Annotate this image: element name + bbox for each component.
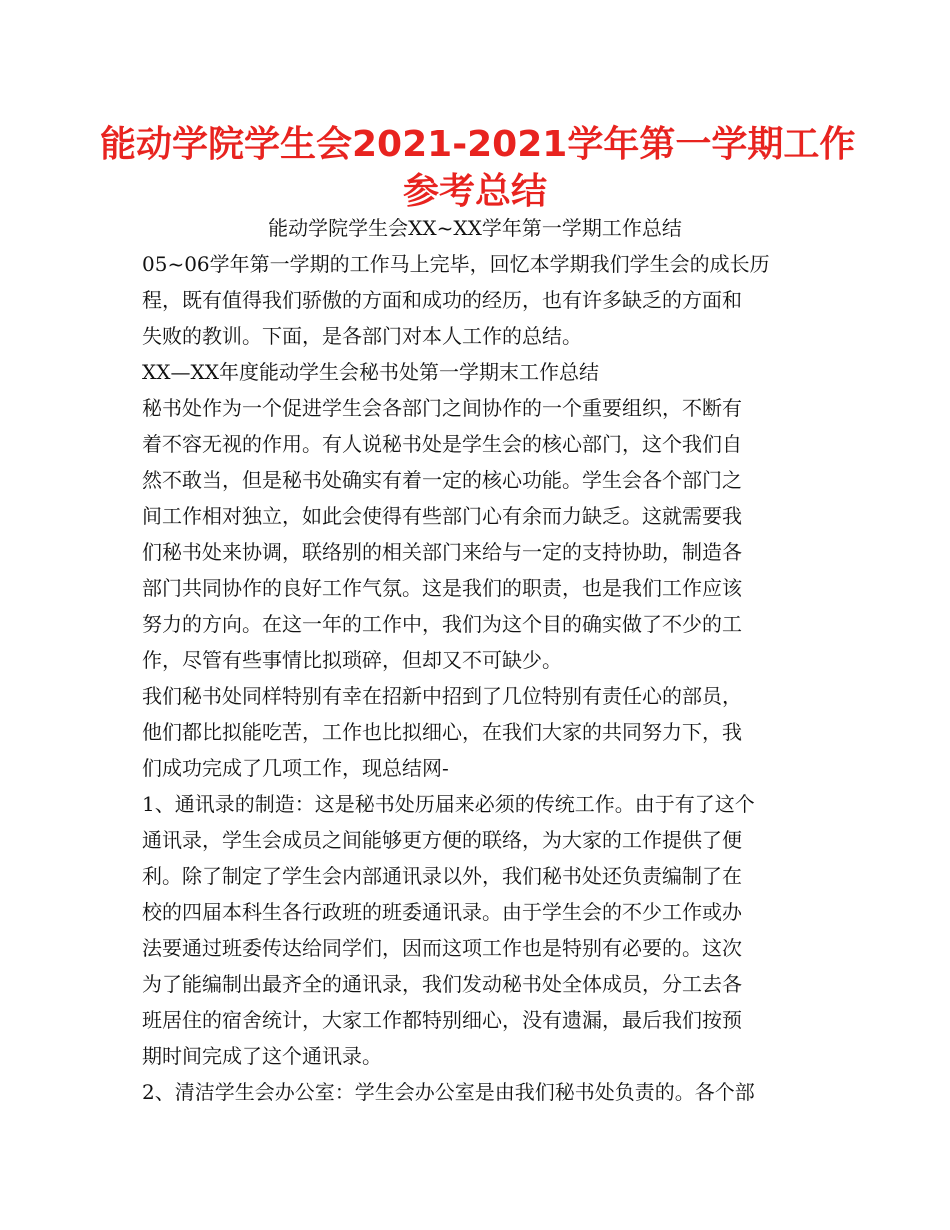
body-line: 失败的教训。下面，是各部门对本人工作的总结。 (142, 324, 582, 348)
body-line: 们成功完成了几项工作，现总结网- (142, 756, 449, 780)
body-line: 通讯录，学生会成员之间能够更方便的联络，为大家的工作提供了便 (142, 828, 742, 852)
document-subtitle: 能动学院学生会XX~XX学年第一学期工作总结 (268, 216, 682, 240)
body-line: 法要通过班委传达给同学们，因而这项工作也是特别有必要的。这次 (142, 936, 742, 960)
body-line: 部门共同协作的良好工作气氛。这是我们的职责，也是我们工作应该 (142, 576, 742, 600)
body-line: 着不容无视的作用。有人说秘书处是学生会的核心部门，这个我们自 (142, 432, 742, 456)
body-line: 为了能编制出最齐全的通讯录，我们发动秘书处全体成员，分工去各 (142, 972, 742, 996)
body-line: 2、清洁学生会办公室：学生会办公室是由我们秘书处负责的。各个部 (142, 1080, 755, 1104)
document-title-line-1: 能动学院学生会2021-2021学年第一学期工作 (100, 124, 856, 165)
body-line: 我们秘书处同样特别有幸在招新中招到了几位特别有责任心的部员， (142, 684, 742, 708)
body-line: 努力的方向。在这一年的工作中，我们为这个目的确实做了不少的工 (142, 612, 742, 636)
body-line: 利。除了制定了学生会内部通讯录以外，我们秘书处还负责编制了在 (142, 864, 742, 888)
body-line: 05~06学年第一学期的工作马上完毕，回忆本学期我们学生会的成长历 (142, 252, 770, 276)
document-title-line-2: 参考总结 (402, 171, 547, 212)
body-line: 程，既有值得我们骄傲的方面和成功的经历，也有许多缺乏的方面和 (142, 288, 742, 312)
body-line: 他们都比拟能吃苦，工作也比拟细心，在我们大家的共同努力下，我 (142, 720, 742, 744)
body-line: 作，尽管有些事情比拟琐碎，但却又不可缺少。 (142, 648, 562, 672)
body-line: 校的四届本科生各行政班的班委通讯录。由于学生会的不少工作或办 (142, 900, 742, 924)
body-line: 间工作相对独立，如此会使得有些部门心有余而力缺乏。这就需要我 (142, 504, 742, 528)
section-heading: XX—XX年度能动学生会秘书处第一学期末工作总结 (142, 360, 599, 384)
body-line: 期时间完成了这个通讯录。 (142, 1044, 382, 1068)
body-line: 然不敢当，但是秘书处确实有着一定的核心功能。学生会各个部门之 (142, 468, 742, 492)
body-line: 1、通讯录的制造：这是秘书处历届来必须的传统工作。由于有了这个 (142, 792, 755, 816)
body-line: 们秘书处来协调，联络别的相关部门来给与一定的支持协助，制造各 (142, 540, 742, 564)
body-line: 秘书处作为一个促进学生会各部门之间协作的一个重要组织，不断有 (142, 396, 742, 420)
body-line: 班居住的宿舍统计，大家工作都特别细心，没有遗漏，最后我们按预 (142, 1008, 742, 1032)
